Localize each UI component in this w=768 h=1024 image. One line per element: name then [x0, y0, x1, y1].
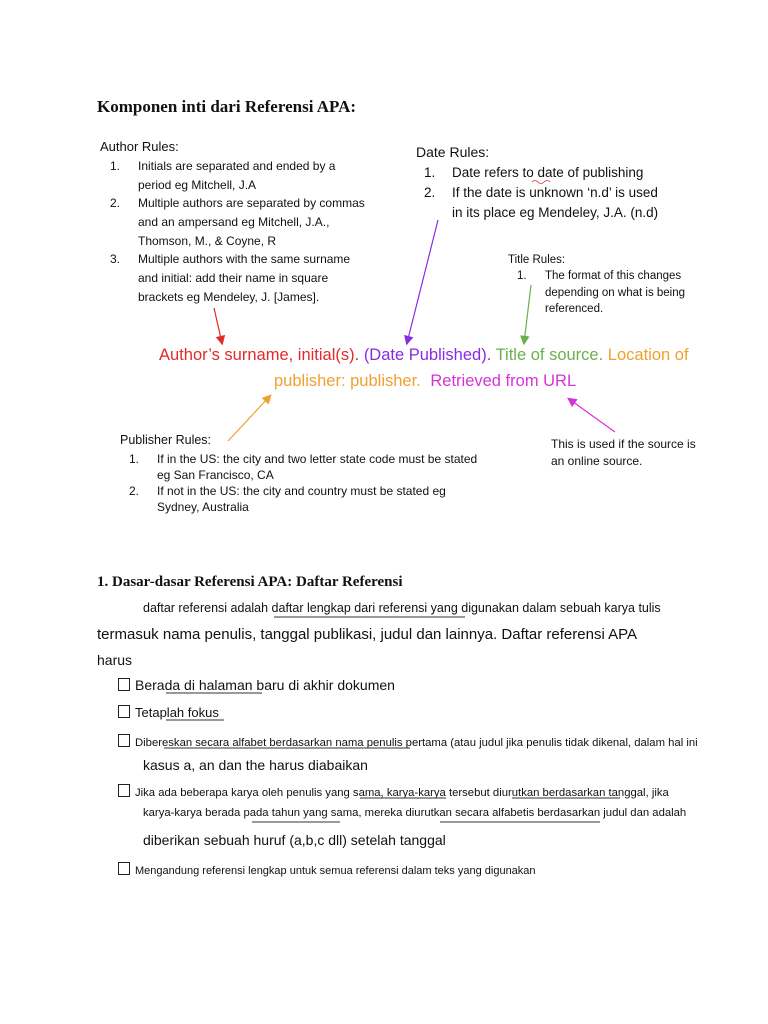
title-rules-title: Title Rules: [508, 254, 566, 266]
formula-date: (Date Published). [363, 346, 492, 364]
formula-url: Retrieved from URL [430, 372, 577, 390]
section-1-p3: harus [97, 652, 133, 668]
bullet-3: Dibereskan secara alfabet berdasarkan nama penulis pertama (atau judul jika penulis tidak dikenal, dalam hal ini [118, 734, 698, 749]
formula-location: Location of [607, 346, 689, 364]
section-1-p2: termasuk nama penulis, tanggal publikasi, judul dan lainnya. Daftar referensi APA [97, 626, 638, 643]
bullet-1: Berada di halaman baru di akhir dokumen [118, 677, 395, 693]
section-1-p1: daftar referensi adalah daftar lengkap dari referensi yang digunakan dalam sebuah karya tulis [143, 601, 661, 615]
bullet-2: Tetaplah fokus [118, 705, 219, 720]
author-rules-title: Author Rules: [100, 139, 179, 154]
formula-author: Author’s surname, initial(s). [159, 346, 360, 364]
url-note: This is used if the source is an online source. [551, 437, 696, 468]
bullet-3-cont: kasus a, an dan the harus diabaikan [143, 757, 368, 773]
date-rules-title: Date Rules: [416, 144, 490, 160]
formula-publisher: publisher: publisher. [274, 372, 421, 390]
bullet-4: Jika ada beberapa karya oleh penulis yang sama, karya-karya tersebut diurutkan berdasarkan tanggal, jika [118, 784, 669, 799]
publisher-rules-title: Publisher Rules: [120, 433, 212, 447]
formula-title: Title of source. [495, 346, 604, 364]
section-1-heading: 1. Dasar-dasar Referensi APA: Daftar Referensi [97, 574, 403, 590]
bullet-4-cont-2: diberikan sebuah huruf (a,b,c dll) setelah tanggal [143, 832, 446, 848]
page-heading: Komponen inti dari Referensi APA: [97, 97, 357, 116]
bullet-5: Mengandung referensi lengkap untuk semua referensi dalam teks yang digunakan [118, 862, 536, 877]
bullet-4-cont-1: karya-karya berada pada tahun yang sama, mereka diurutkan secara alfabetis berdasarkan judul dan adalah [143, 807, 687, 819]
checkbox-icon [118, 862, 130, 875]
